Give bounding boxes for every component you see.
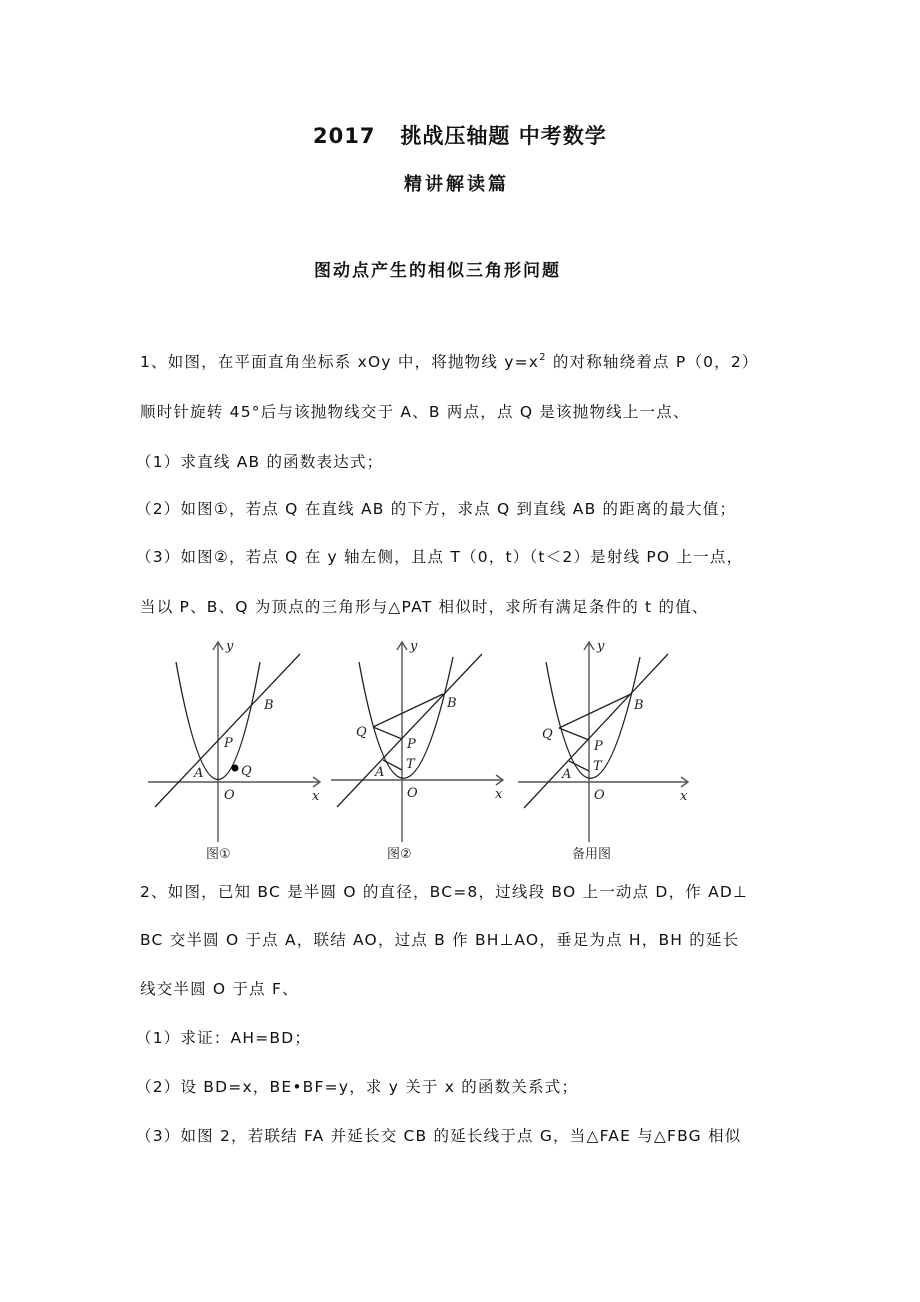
segment-qb	[559, 694, 631, 728]
label-a: A	[194, 766, 204, 781]
label-x: x	[495, 787, 503, 802]
label-t: T	[593, 759, 602, 774]
problem2-q3: （3）如图 2，若联结 FA 并延长交 CB 的延长线于点 G，当△FAE 与△FBG 相似	[136, 1127, 742, 1145]
segment-at	[383, 760, 402, 770]
label-p: P	[594, 739, 603, 754]
label-x: x	[312, 789, 320, 804]
label-x: x	[680, 789, 688, 804]
figure-2	[325, 632, 515, 864]
label-b: B	[264, 698, 274, 713]
problem2-q1: （1）求证：AH=BD；	[136, 1029, 312, 1047]
label-o: O	[224, 788, 235, 803]
problem2-q2: （2）设 BD=x，BE•BF=y，求 y 关于 x 的函数关系式；	[136, 1078, 579, 1096]
problem1-line1-text-end: 的对称轴绕着点 P（0，2）	[546, 353, 759, 371]
title-text: 挑战压轴题 中考数学	[400, 124, 607, 148]
label-p: P	[407, 737, 416, 752]
problem2-line1: 2、如图，已知 BC 是半圆 O 的直径，BC=8，过线段 BO 上一动点 D，作 AD⊥	[140, 883, 748, 901]
label-y: y	[597, 639, 605, 654]
figure-1-diagram	[140, 632, 330, 864]
figure-1-caption: 图①	[206, 847, 231, 862]
problem2-line2: BC 交半圆 O 于点 A，联结 AO，过点 B 作 BH⊥AO，垂足为点 H，BH 的延长	[140, 931, 740, 949]
label-q: Q	[241, 764, 252, 779]
figure-1	[140, 632, 330, 864]
problem1-q1: （1）求直线 AB 的函数表达式；	[136, 453, 384, 471]
segment-at	[569, 761, 589, 771]
label-a: A	[562, 767, 572, 782]
label-t: T	[406, 757, 415, 772]
section-heading: 图动点产生的相似三角形问题	[314, 261, 561, 281]
label-q: Q	[542, 727, 553, 742]
label-o: O	[594, 788, 605, 803]
point-q	[232, 765, 239, 772]
label-b: B	[447, 696, 457, 711]
problem1-line2: 顺时针旋转 45°后与该抛物线交于 A、B 两点，点 Q 是该抛物线上一点、	[140, 403, 690, 421]
figure-spare-caption: 备用图	[572, 847, 612, 862]
figure-2-caption: 图②	[387, 847, 412, 862]
document-title	[313, 120, 607, 150]
document-subtitle: 精讲解读篇	[404, 174, 509, 195]
figure-2-diagram	[325, 632, 515, 864]
figure-spare	[510, 632, 700, 864]
segment-qp	[373, 727, 402, 739]
problem1-line1-text: 1、如图，在平面直角坐标系 xOy 中，将抛物线 y=x	[140, 353, 540, 371]
label-y: y	[226, 639, 234, 654]
label-o: O	[407, 786, 418, 801]
segment-qb	[373, 694, 443, 727]
line-ab	[155, 654, 300, 807]
label-p: P	[224, 736, 233, 751]
exponent: 2	[539, 352, 547, 363]
label-q: Q	[356, 725, 367, 740]
problem1-q2: （2）如图①，若点 Q 在直线 AB 的下方，求点 Q 到直线 AB 的距离的最大值；	[136, 500, 737, 518]
label-y: y	[410, 639, 418, 654]
problem1-line1	[140, 350, 759, 372]
figure-spare-diagram	[510, 632, 700, 864]
title-year: 2017	[313, 124, 376, 148]
problem1-q3-line1: （3）如图②，若点 Q 在 y 轴左侧，且点 T（0，t）（t＜2）是射线 PO 上一点，	[136, 548, 744, 566]
problem2-line3: 线交半圆 O 于点 F、	[140, 980, 299, 998]
label-b: B	[634, 698, 644, 713]
problem1-q3-line2: 当以 P、B、Q 为顶点的三角形与△PAT 相似时，求所有满足条件的 t 的值、	[140, 598, 709, 616]
label-a: A	[375, 765, 385, 780]
